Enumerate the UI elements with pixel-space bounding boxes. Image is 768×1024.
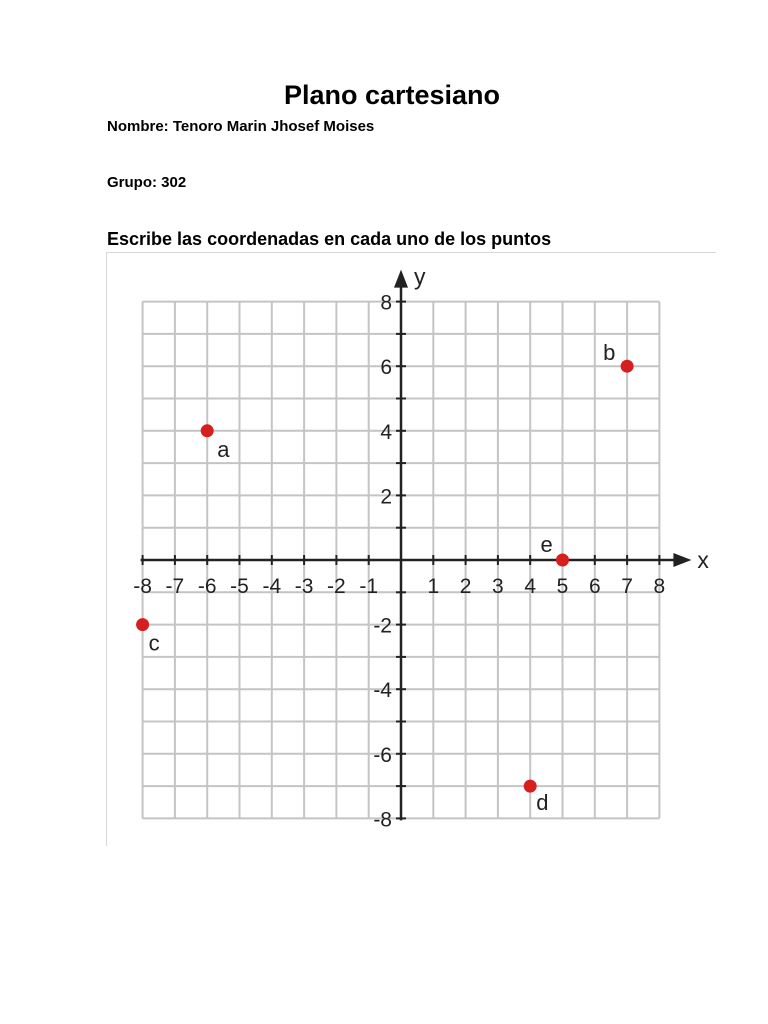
page-title: Plano cartesiano <box>283 80 501 110</box>
x-tick-label: -2 <box>327 575 346 598</box>
x-tick-label: 3 <box>492 575 504 598</box>
x-tick-label: -6 <box>197 575 217 598</box>
point-a-marker <box>201 424 214 437</box>
point-e-marker <box>556 554 569 567</box>
x-tick-label: 8 <box>653 575 666 598</box>
student-name: Nombre: Tenoro Marin Jhosef Moises <box>107 118 375 135</box>
point-e-label: e <box>540 532 553 557</box>
y-tick-label: -4 <box>373 679 392 703</box>
point-d-label: d <box>536 790 549 816</box>
y-tick-label: -2 <box>373 614 392 638</box>
x-tick-label: -3 <box>294 575 314 598</box>
x-tick-label: 7 <box>621 575 633 598</box>
y-tick-label: -8 <box>373 808 392 832</box>
x-tick-label: 5 <box>556 575 569 598</box>
x-tick-label: -1 <box>359 575 379 598</box>
x-tick-label: -8 <box>133 575 152 598</box>
x-tick-label: 1 <box>427 575 440 598</box>
x-tick-label: -5 <box>230 575 249 598</box>
y-tick-label: 2 <box>380 485 392 509</box>
x-tick-label: -4 <box>262 575 282 598</box>
y-tick-label: -6 <box>373 743 392 767</box>
x-tick-label: 4 <box>524 575 537 598</box>
y-axis-arrow-icon <box>394 270 408 288</box>
point-b-marker <box>621 360 634 373</box>
y-tick-label: 8 <box>380 291 392 315</box>
exercise-instruction: Escribe las coordenadas en cada uno de los puntos <box>107 229 552 249</box>
student-group: Grupo: 302 <box>107 174 187 191</box>
x-axis-arrow-icon <box>673 553 691 567</box>
cartesian-plane-frame <box>106 252 716 846</box>
x-tick-label: 6 <box>588 575 601 598</box>
y-axis-label: y <box>414 263 426 290</box>
point-d-marker <box>524 780 537 793</box>
point-c-label: c <box>148 630 160 656</box>
x-tick-label: 2 <box>459 575 472 598</box>
y-tick-label: 4 <box>380 420 392 444</box>
x-axis-label: x <box>697 547 709 573</box>
point-a-label: a <box>217 436 230 462</box>
x-tick-label: -7 <box>165 575 185 598</box>
point-b-label: b <box>603 340 616 366</box>
point-c-marker <box>136 618 149 631</box>
tick-labels <box>133 264 709 832</box>
y-tick-label: 6 <box>380 356 392 380</box>
cartesian-plane-chart <box>107 253 715 845</box>
